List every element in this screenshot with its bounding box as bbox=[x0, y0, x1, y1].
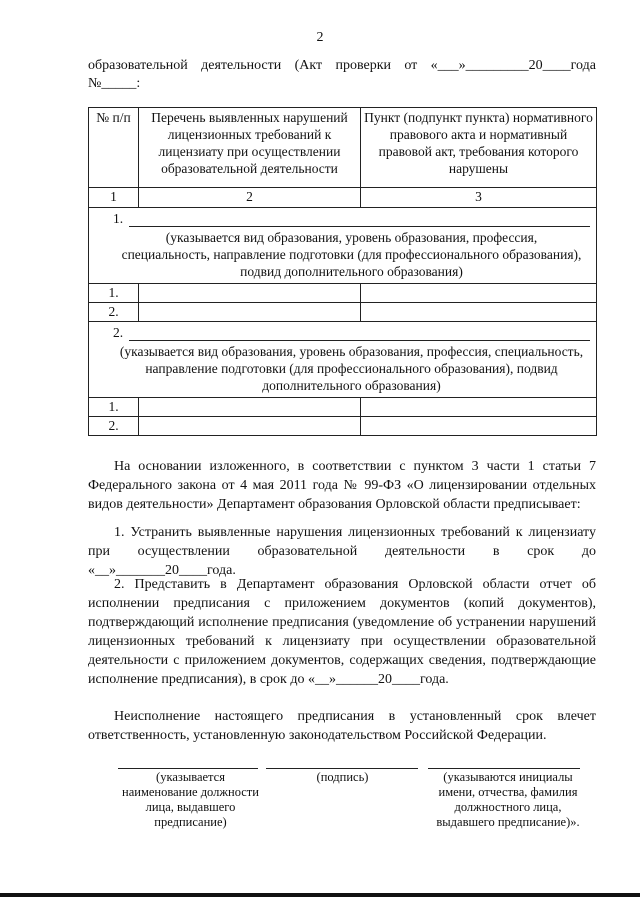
fill-line bbox=[129, 326, 590, 341]
name-signature-line bbox=[428, 768, 580, 769]
name-caption: (указываются инициалы имени, отчества, фамилия должностного лица, выдавшего предписание)». bbox=[436, 770, 580, 829]
row-label: 2. bbox=[89, 417, 139, 436]
column-number: 2 bbox=[139, 188, 361, 208]
table-row bbox=[89, 303, 597, 322]
group-label: 2. bbox=[113, 325, 124, 340]
column-numbers-row bbox=[89, 188, 597, 208]
basis-paragraph: На основании изложенного, в соответствии с пунктом 3 части 1 статьи 7 Федерального закона от 4 мая 2011 года № 99-ФЗ «О лицензировании отдельных видов деятельности» Департамент образования Орловской области предписывает: bbox=[88, 459, 596, 512]
group-row-2 bbox=[89, 322, 597, 398]
group-row-1 bbox=[89, 208, 597, 284]
violations-table bbox=[88, 107, 597, 436]
table-cell bbox=[361, 284, 597, 303]
col-header-violations: Перечень выявленных нарушений лицензионных требований к лицензиату при осуществлении образовательной деятельности bbox=[139, 108, 361, 188]
table-header-row bbox=[89, 108, 597, 188]
table-cell bbox=[139, 417, 361, 436]
header-line-2: №_____: bbox=[88, 76, 141, 91]
table-cell bbox=[361, 303, 597, 322]
table-row bbox=[89, 417, 597, 436]
group-note: (указывается вид образования, уровень образования, профессия, специальность, направление подготовки (для профессионального образования), подвид дополнительного образования) bbox=[119, 344, 584, 393]
fill-line bbox=[129, 212, 590, 227]
position-signature-line bbox=[118, 768, 258, 769]
signature-caption: (подпись) bbox=[316, 770, 369, 784]
table-cell bbox=[361, 417, 597, 436]
page-bottom-border bbox=[0, 893, 640, 897]
position-caption: (указывается наименование должности лица, выдавшего предписание) bbox=[122, 770, 259, 829]
table-cell bbox=[361, 398, 597, 417]
column-number: 3 bbox=[361, 188, 597, 208]
page-number: 2 bbox=[316, 30, 324, 45]
signature-line bbox=[266, 768, 418, 769]
group-cell-2 bbox=[89, 322, 597, 398]
col-header-legal-act: Пункт (подпункт пункта) нормативного правового акта и нормативный правовой акт, требования которого нарушены bbox=[361, 108, 597, 188]
row-label: 1. bbox=[89, 284, 139, 303]
col-header-number: № п/п bbox=[89, 108, 139, 188]
column-number: 1 bbox=[89, 188, 139, 208]
requirement-item-2: 2. Представить в Департамент образования Орловской области отчет об исполнении предписания с приложением документов (копий документов), подтверждающий исполнение предписания (уведомление об устранении нарушений лицензионных требований к лицензиату при осуществлении образовательной деятельности с приложением документов, содержащих сведения, подтверждающие исполнение предписания), в срок до «__»______20____года. bbox=[88, 577, 596, 687]
table-row bbox=[89, 398, 597, 417]
header-line-1: образовательной деятельности (Акт проверки от «___»_________20____года bbox=[88, 58, 596, 73]
row-label: 2. bbox=[89, 303, 139, 322]
table-cell bbox=[139, 284, 361, 303]
group-note: (указывается вид образования, уровень образования, профессия, специальность, направление подготовки (для профессионального образования), подвид дополнительного образования) bbox=[121, 230, 582, 279]
liability-paragraph: Неисполнение настоящего предписания в установленный срок влечет ответственность, установленную законодательством Российской Федерации. bbox=[88, 709, 596, 743]
group-label: 1. bbox=[113, 211, 124, 226]
table-cell bbox=[139, 398, 361, 417]
requirement-item-1: 1. Устранить выявленные нарушения лицензионных требований к лицензиату при осуществлении образовательной деятельности в срок до «__»_______20____года. bbox=[88, 525, 596, 578]
table-row bbox=[89, 284, 597, 303]
group-cell-1 bbox=[89, 208, 597, 284]
table-cell bbox=[139, 303, 361, 322]
row-label: 1. bbox=[89, 398, 139, 417]
